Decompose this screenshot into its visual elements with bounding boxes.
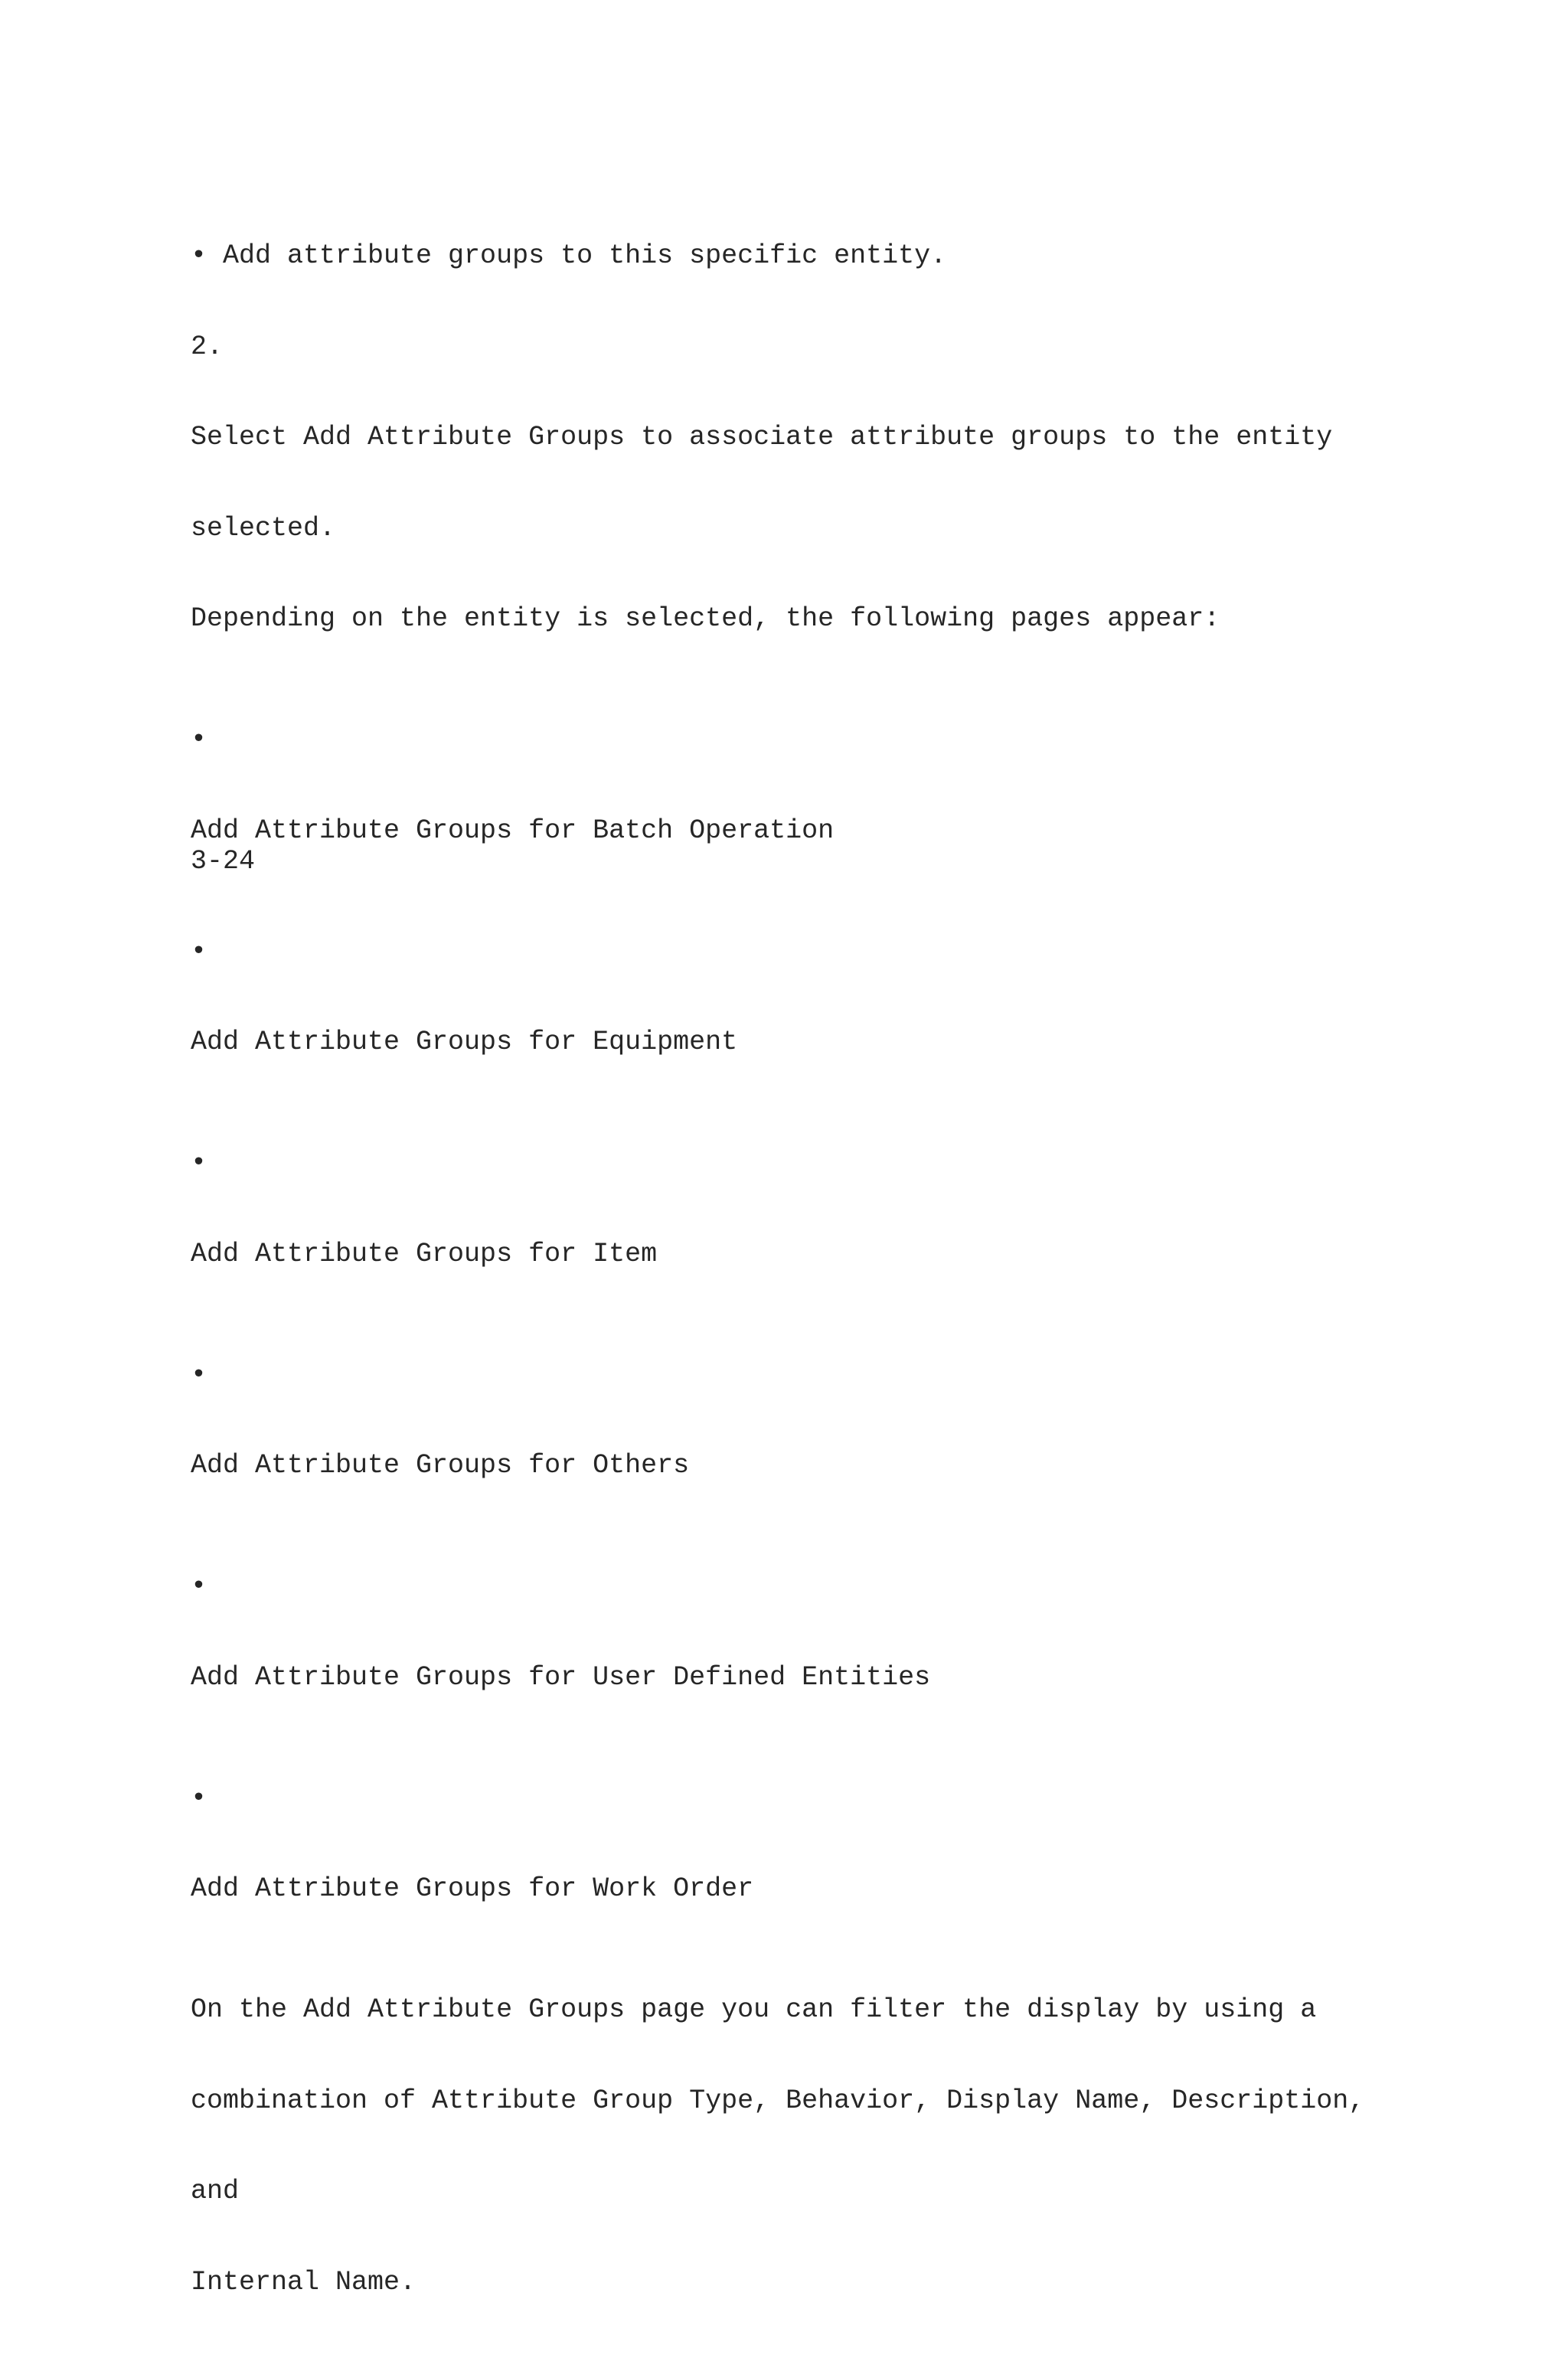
page-list-item: Add Attribute Groups for Equipment [191,1027,738,1057]
bullet-icon: • [191,936,207,967]
page-number: 3-24 [191,846,256,877]
filter-text-line-1: On the Add Attribute Groups page you can filter the display by using a [191,1994,1317,2025]
page-list-item: Add Attribute Groups for Batch Operation [191,815,835,846]
bullet-icon: • [191,724,207,755]
step-text-line-2: selected. [191,512,336,544]
page-list-item: Add Attribute Groups for User Defined Entities [191,1661,931,1693]
filter-text-line-3: and [191,2176,240,2206]
step-text-line-1: Select Add Attribute Groups to associate attribute groups to the entity [191,422,1333,452]
page-list-item: Add Attribute Groups for Work Order [191,1873,754,1904]
bullet-icon: • [191,1359,207,1390]
page-list-item: Add Attribute Groups for Item [191,1238,658,1269]
intro-bullet: • Add attribute groups to this specific entity. [191,240,947,271]
page-list-item: Add Attribute Groups for Others [191,1450,690,1481]
depending-text: Depending on the entity is selected, the following pages appear: [191,603,1220,634]
filter-text-line-4: Internal Name. [191,2266,416,2298]
bullet-icon: • [191,1782,207,1814]
body-text [191,181,1492,2358]
bullet-icon: • [191,1571,207,1602]
step-number: 2. [191,331,224,362]
filter-text-line-2: combination of Attribute Group Type, Behavior, Display Name, Description, [191,2085,1365,2116]
bullet-icon: • [191,1148,207,1178]
